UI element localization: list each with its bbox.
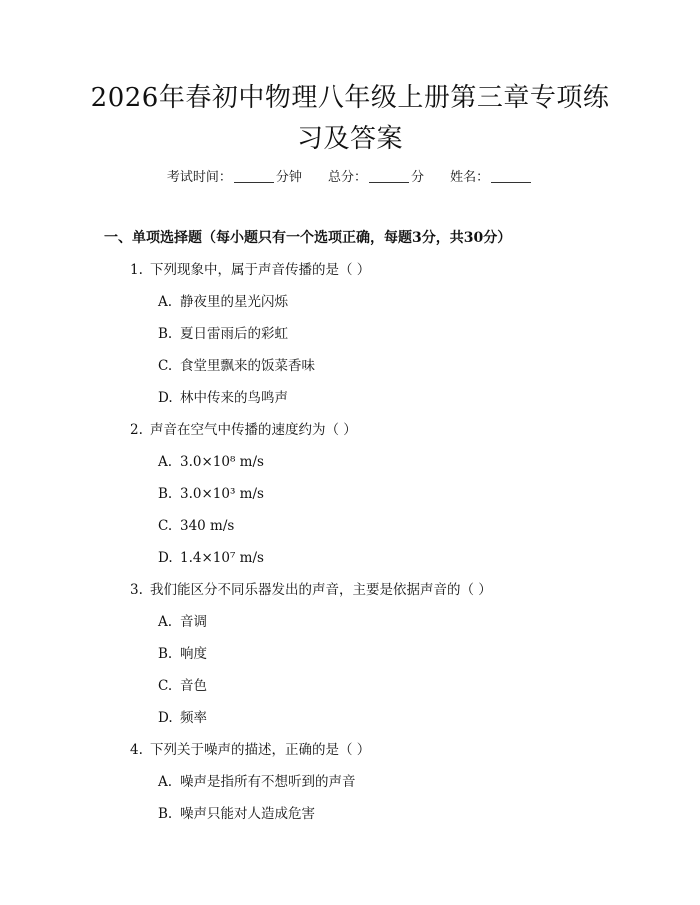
question-4-option-a	[158, 772, 356, 792]
section-heading-single-choice: 一、单项选择题（每小题只有一个选项正确，每题3分，共30分）	[104, 230, 512, 246]
document-title-line-1: 2026年春初中物理八年级上册第三章专项练	[90, 83, 610, 113]
question-3-option-c	[158, 676, 207, 696]
option-text: 林中传来的鸟鸣声	[180, 390, 288, 406]
question-3-option-a	[158, 612, 207, 632]
option-key: D.	[158, 550, 173, 566]
question-3-option-b	[158, 644, 207, 664]
question-4	[130, 740, 370, 760]
question-text: 声音在空气中传播的速度约为（ ）	[150, 422, 357, 438]
question-2-option-b	[158, 484, 264, 504]
question-1-option-b	[158, 324, 288, 344]
question-2	[130, 420, 357, 440]
exam-time-label: 考试时间：	[166, 170, 232, 185]
question-1-option-c	[158, 356, 315, 376]
option-text: 响度	[180, 646, 207, 662]
student-name-label: 姓名：	[450, 170, 490, 185]
option-text: 食堂里飘来的饭菜香味	[180, 358, 315, 374]
option-key: B.	[158, 806, 173, 822]
question-2-option-a	[158, 452, 264, 472]
option-text: 340 m/s	[180, 518, 235, 534]
option-text: 3.0×10⁸ m/s	[180, 454, 264, 470]
option-key: A.	[158, 454, 173, 470]
question-number: 3.	[130, 582, 143, 598]
option-key: C.	[158, 518, 173, 534]
question-number: 2.	[130, 422, 143, 438]
option-key: D.	[158, 710, 173, 726]
option-text: 噪声是指所有不想听到的声音	[180, 774, 356, 790]
exam-time-blank	[234, 168, 274, 183]
question-4-option-b	[158, 804, 315, 824]
option-text: 夏日雷雨后的彩虹	[180, 326, 288, 342]
option-key: A.	[158, 774, 173, 790]
option-key: B.	[158, 646, 173, 662]
option-text: 静夜里的星光闪烁	[180, 294, 288, 310]
option-text: 音色	[180, 678, 207, 694]
document-title-line-2: 习及答案	[296, 124, 403, 154]
option-key: B.	[158, 326, 173, 342]
option-key: A.	[158, 614, 173, 630]
exam-time-unit: 分钟	[275, 170, 302, 185]
question-2-option-c	[158, 516, 234, 536]
question-number: 1.	[130, 262, 143, 278]
question-1-option-a	[158, 292, 288, 312]
total-score-unit: 分	[411, 170, 425, 185]
question-1-option-d	[158, 388, 288, 408]
total-score-label: 总分：	[327, 170, 367, 185]
option-text: 音调	[180, 614, 207, 630]
option-key: A.	[158, 294, 173, 310]
question-text: 下列现象中，属于声音传播的是（ ）	[150, 262, 371, 278]
option-key: C.	[158, 678, 173, 694]
option-key: C.	[158, 358, 173, 374]
question-text: 我们能区分不同乐器发出的声音，主要是依据声音的（ ）	[150, 582, 492, 598]
option-text: 1.4×10⁷ m/s	[180, 550, 264, 566]
question-2-option-d	[158, 548, 264, 568]
option-text: 噪声只能对人造成危害	[180, 806, 315, 822]
total-score-blank	[369, 168, 409, 183]
student-name-blank	[491, 168, 531, 183]
option-text: 频率	[180, 710, 207, 726]
question-3	[130, 580, 492, 600]
option-key: D.	[158, 390, 173, 406]
question-1	[130, 260, 370, 280]
option-key: B.	[158, 486, 173, 502]
exam-info-row	[0, 168, 700, 188]
question-number: 4.	[130, 742, 143, 758]
question-3-option-d	[158, 708, 207, 728]
option-text: 3.0×10³ m/s	[180, 486, 264, 502]
question-text: 下列关于噪声的描述，正确的是（ ）	[150, 742, 371, 758]
